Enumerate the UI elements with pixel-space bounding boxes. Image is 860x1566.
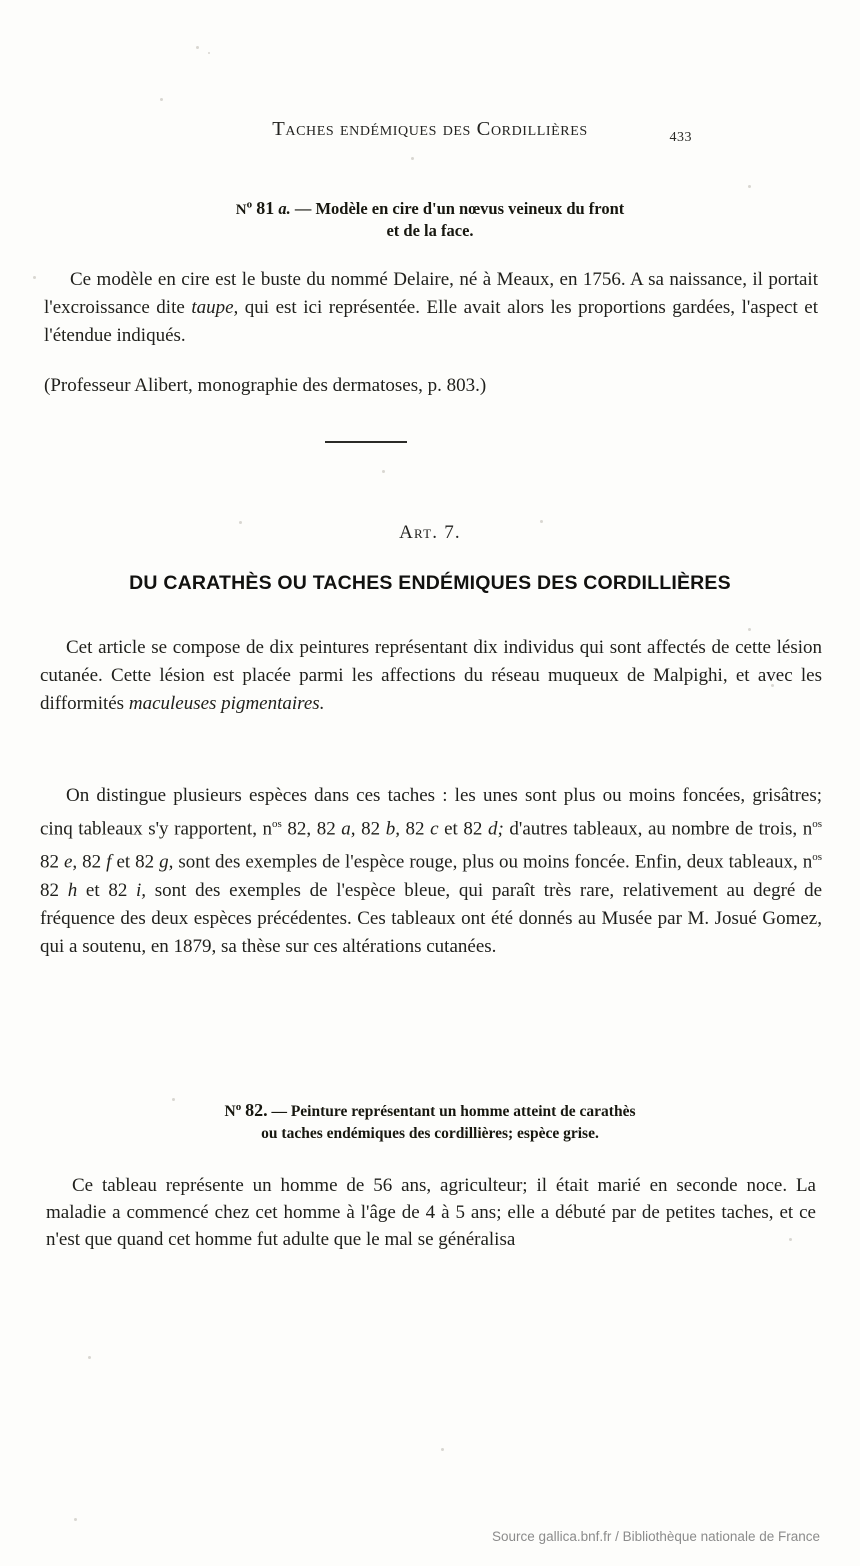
article-label — [0, 522, 860, 544]
entry-81a-paragraph-italic: taupe, — [191, 297, 239, 318]
entry-81a-heading — [0, 196, 860, 243]
p2-i-4: d; — [488, 818, 504, 840]
entry-81a-paragraph — [44, 266, 818, 350]
p2-c: 82 — [355, 818, 386, 840]
entry-81a-heading-number: 81 — [256, 198, 275, 218]
scan-speck — [88, 1356, 91, 1359]
entry-81a-paragraph-part2: qui est ici représentée. Elle avait alors les proportions gardées, l'aspect et l'étendue indiqués. — [44, 297, 818, 346]
scan-speck — [748, 628, 751, 631]
p2-a: On distingue plusieurs espèces dans ces taches : les unes sont plus ou moins foncées, grisâtres; cinq tableaux s'y rapportent, n — [40, 785, 822, 840]
p2-l: et 82 — [77, 879, 137, 901]
scan-speck — [382, 470, 385, 473]
p2-d: 82 — [399, 818, 431, 840]
p2-m: sont des exemples de l'espèce bleue, qui paraît très rare, relativement au degré de fréquence des deux espèces précédentes. Ces tableaux ont été donnés au Musée par M. Josué Gomez, qui a soutenu, en 1879, sa thèse sur ces altérations cutanées. — [40, 879, 822, 957]
article-label-text: Art. 7. — [399, 522, 461, 543]
p2-i-8: h — [67, 879, 78, 901]
article-title-text: DU CARATHÈS OU TACHES ENDÉMIQUES DES CORDILLIÈRES — [129, 572, 731, 594]
article-paragraph-2 — [40, 782, 822, 961]
p2-i-5: e, — [64, 851, 78, 873]
scan-speck — [33, 276, 36, 279]
p2-b: 82, 82 — [281, 818, 342, 840]
article-paragraph-1-italic: maculeuses pigmentaires. — [128, 693, 325, 714]
entry-81a-source-note — [44, 372, 818, 400]
p2-i-3: c — [430, 818, 439, 840]
p2-i-6: f — [106, 851, 112, 873]
entry-82-heading-line2: ou taches endémiques des cordillières; espèce grise. — [261, 1125, 599, 1143]
p2-i: et 82 — [111, 851, 160, 873]
entry-82-heading-dash: — — [271, 1103, 287, 1120]
running-head-text: Taches endémiques des Cordillières — [272, 118, 588, 140]
p2-sup-1: os — [272, 818, 282, 830]
article-paragraph-1 — [40, 634, 822, 718]
entry-82-heading-number: 82. — [245, 1100, 268, 1120]
entry-81a-paragraph-part1: Ce modèle en cire est le buste du nommé Delaire, né à Meaux, en 1756. A sa naissance, il portait l'excroissance dite — [44, 269, 818, 318]
scan-speck — [74, 1518, 77, 1521]
p2-sup-2: os — [812, 818, 822, 830]
running-head — [0, 118, 860, 141]
p2-j: sont des exemples de l'espèce rouge, plus ou moins foncée. Enfin, deux tableaux, n — [173, 851, 813, 873]
article-title — [0, 572, 860, 595]
p2-i-7: g, — [159, 851, 174, 873]
p2-e: et 82 — [438, 818, 488, 840]
entry-82-paragraph-text: Ce tableau représente un homme de 56 ans, agriculteur; il était marié en seconde noce. La maladie a commencé chez cet homme à l'âge de 4 à 5 ans; elle a débuté par de petites taches, et ce n'est que quand cet homme fut adulte que le mal se généralisa — [46, 1175, 816, 1250]
entry-82-heading — [34, 1098, 826, 1145]
entry-81a-heading-dash: — — [294, 199, 312, 218]
entry-82-heading-no: N — [224, 1103, 236, 1120]
p2-h: 82 — [77, 851, 107, 873]
entry-82-heading-sup: o — [235, 1100, 242, 1113]
p2-g: 82 — [40, 851, 64, 873]
entry-81a-heading-sup: o — [246, 198, 253, 211]
p2-k: 82 — [40, 879, 68, 901]
section-divider-rule — [325, 441, 407, 443]
scan-speck — [411, 157, 414, 160]
scan-speck — [441, 1448, 444, 1451]
p2-i-2: b, — [385, 818, 400, 840]
p2-f: d'autres tableaux, au nombre de trois, n — [503, 818, 813, 840]
source-footer-text: Source gallica.bnf.fr / Bibliothèque nationale de France — [492, 1529, 820, 1544]
entry-82-heading-rest: Peinture représentant un homme atteint de carathès — [290, 1103, 636, 1120]
p2-sup-3: os — [812, 851, 823, 864]
entry-81a-heading-no: N — [235, 202, 247, 218]
page-folio-number: 433 — [669, 130, 692, 145]
entry-81a-heading-letter: a. — [278, 199, 291, 218]
entry-81a-heading-line2: et de la face. — [386, 221, 474, 241]
entry-82-paragraph — [46, 1172, 816, 1253]
p2-i-1: a, — [341, 818, 356, 840]
article-paragraph-1-part1: Cet article se compose de dix peintures représentant dix individus qui sont affectés de cette lésion cutanée. Cette lésion est placée parmi les affections du réseau muqueux de Malpighi, et avec les difformités — [40, 637, 822, 714]
p2-i-9: i, — [136, 879, 147, 901]
scan-speck — [208, 52, 210, 54]
scan-speck — [160, 98, 163, 101]
scan-speck — [748, 185, 751, 188]
source-footer — [492, 1529, 820, 1544]
entry-81a-source-note-text: (Professeur Alibert, monographie des dermatoses, p. 803.) — [44, 375, 487, 396]
scan-speck — [196, 46, 199, 49]
entry-81a-heading-rest: Modèle en cire d'un nœvus veineux du front — [315, 199, 625, 218]
